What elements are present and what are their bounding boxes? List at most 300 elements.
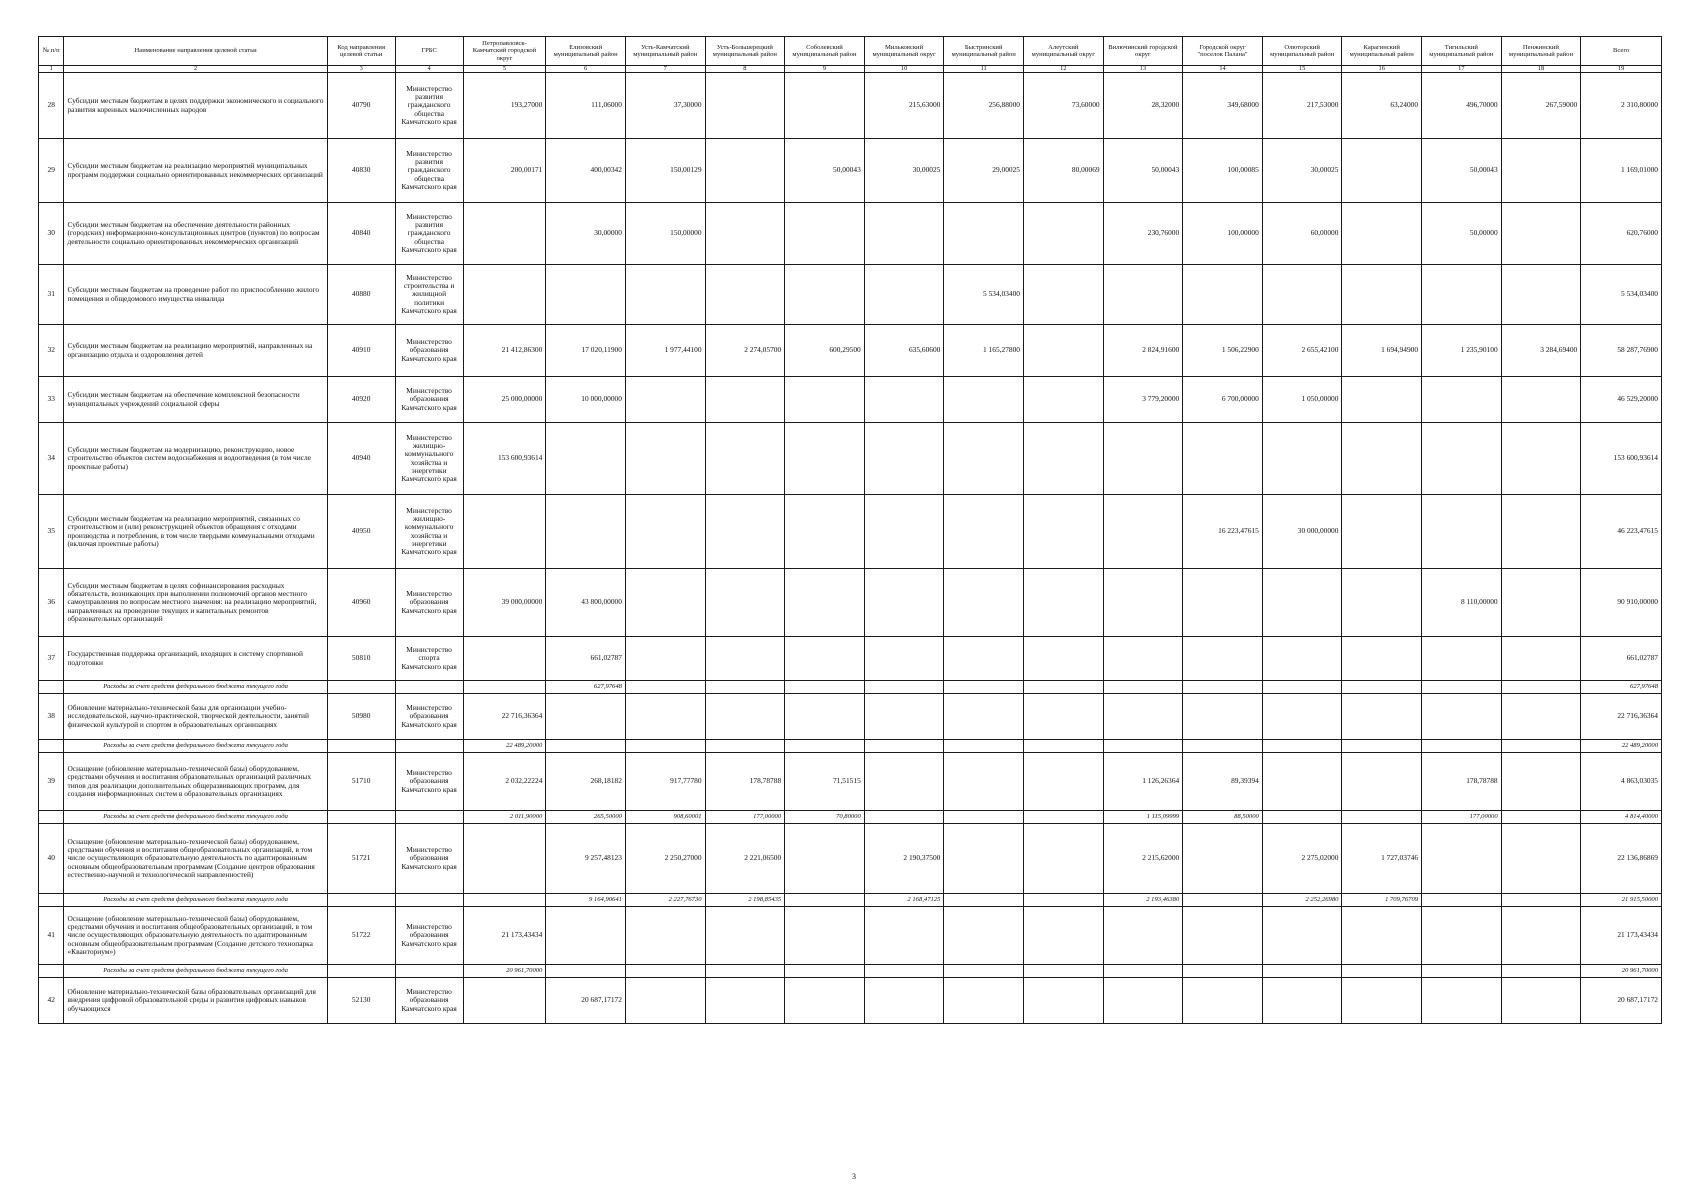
value-cell: 22 716,36364 (463, 694, 546, 740)
value-cell (944, 978, 1024, 1024)
federal-funds-row (39, 965, 1662, 978)
table-row (39, 73, 1662, 139)
value-cell (1023, 907, 1103, 965)
value-cell: 1 126,26364 (1103, 753, 1183, 811)
value-cell (1023, 423, 1103, 495)
header-cell: Всего (1581, 37, 1662, 66)
value-cell (1422, 740, 1502, 753)
header-cell: ГРБС (395, 37, 463, 66)
expense-name: Субсидии местным бюджетам на обеспечение комплексной безопасности муниципальных учреждений социальной сферы (64, 377, 327, 423)
budget-table (38, 36, 1662, 1024)
value-cell (864, 495, 944, 569)
value-cell (1342, 740, 1422, 753)
value-cell (546, 907, 626, 965)
value-cell (705, 377, 785, 423)
value-cell (546, 495, 626, 569)
value-cell: 50,00043 (1103, 139, 1183, 203)
value-cell (463, 203, 546, 265)
header-row (39, 37, 1662, 66)
value-cell: 111,06000 (546, 73, 626, 139)
value-cell: 2 274,05700 (705, 325, 785, 377)
grbs-name (395, 965, 463, 978)
target-code: 51710 (327, 753, 395, 811)
value-cell: 2 032,22224 (463, 753, 546, 811)
row-number: 33 (39, 377, 64, 423)
value-cell (1023, 265, 1103, 325)
column-number: 16 (1342, 66, 1422, 73)
value-cell: 1 694,94900 (1342, 325, 1422, 377)
value-cell (1183, 694, 1263, 740)
target-code (327, 811, 395, 824)
total-cell: 4 814,40000 (1581, 811, 1662, 824)
value-cell (944, 740, 1024, 753)
column-number: 2 (64, 66, 327, 73)
value-cell: 217,53000 (1262, 73, 1342, 139)
target-code (327, 894, 395, 907)
value-cell: 2 198,85435 (705, 894, 785, 907)
header-cell: Соболевский муниципальный район (785, 37, 865, 66)
header-cell: Алеутский муниципальный округ (1023, 37, 1103, 66)
target-code (327, 965, 395, 978)
value-cell: 215,63000 (864, 73, 944, 139)
value-cell: 89,39394 (1183, 753, 1263, 811)
grbs-name: Министерство строительства и жилищной политики Камчатского края (395, 265, 463, 325)
value-cell (1183, 637, 1263, 681)
value-cell (785, 637, 865, 681)
column-number: 17 (1422, 66, 1502, 73)
value-cell (463, 978, 546, 1024)
value-cell (944, 203, 1024, 265)
value-cell (1262, 978, 1342, 1024)
target-code: 40830 (327, 139, 395, 203)
value-cell (463, 495, 546, 569)
header-cell: Елизовский муниципальный район (546, 37, 626, 66)
header-cell: Карагинский муниципальный район (1342, 37, 1422, 66)
target-code: 40940 (327, 423, 395, 495)
value-cell (864, 637, 944, 681)
header-cell: Наименование направления целевой статьи (64, 37, 327, 66)
budget-sheet (38, 36, 1662, 1024)
value-cell: 1 235,90100 (1422, 325, 1502, 377)
value-cell: 70,80000 (785, 811, 865, 824)
value-cell (944, 377, 1024, 423)
value-cell (1342, 907, 1422, 965)
value-cell (1262, 965, 1342, 978)
value-cell (1262, 694, 1342, 740)
value-cell: 2 193,46380 (1103, 894, 1183, 907)
column-number: 19 (1581, 66, 1662, 73)
table-row (39, 978, 1662, 1024)
row-number: 30 (39, 203, 64, 265)
target-code: 50980 (327, 694, 395, 740)
value-cell (944, 423, 1024, 495)
value-cell (944, 965, 1024, 978)
total-cell: 22 716,36364 (1581, 694, 1662, 740)
value-cell (785, 73, 865, 139)
column-number: 6 (546, 66, 626, 73)
target-code: 40950 (327, 495, 395, 569)
row-number: 41 (39, 907, 64, 965)
value-cell (1342, 377, 1422, 423)
value-cell: 2 168,47125 (864, 894, 944, 907)
value-cell: 2 252,26980 (1262, 894, 1342, 907)
row-number: 37 (39, 637, 64, 681)
value-cell (1342, 203, 1422, 265)
value-cell (1103, 740, 1183, 753)
value-cell: 2 250,27000 (625, 824, 705, 894)
value-cell (1103, 965, 1183, 978)
header-cell: Усть-Камчатский муниципальный район (625, 37, 705, 66)
value-cell: 627,97648 (546, 681, 626, 694)
total-cell: 153 600,93614 (1581, 423, 1662, 495)
value-cell (1422, 965, 1502, 978)
value-cell: 50,00043 (1422, 139, 1502, 203)
header-cell: Код направления целевой статьи (327, 37, 395, 66)
value-cell: 73,60000 (1023, 73, 1103, 139)
value-cell (625, 681, 705, 694)
target-code: 40960 (327, 569, 395, 637)
value-cell (1501, 681, 1581, 694)
value-cell (1262, 423, 1342, 495)
value-cell (864, 740, 944, 753)
value-cell (1262, 569, 1342, 637)
value-cell (1023, 569, 1103, 637)
grbs-name: Министерство развития гражданского общества Камчатского края (395, 203, 463, 265)
value-cell: 6 700,00000 (1183, 377, 1263, 423)
value-cell: 5 534,03400 (944, 265, 1024, 325)
row-number: 36 (39, 569, 64, 637)
value-cell (1103, 495, 1183, 569)
target-code: 40880 (327, 265, 395, 325)
value-cell (1023, 637, 1103, 681)
grbs-name: Министерство развития гражданского общества Камчатского края (395, 73, 463, 139)
value-cell (864, 569, 944, 637)
value-cell (1023, 894, 1103, 907)
value-cell (705, 907, 785, 965)
row-number: 40 (39, 824, 64, 894)
value-cell (1262, 811, 1342, 824)
value-cell (705, 495, 785, 569)
expense-name: Расходы за счет средств федерального бюджета текущего года (64, 965, 327, 978)
value-cell (864, 681, 944, 694)
value-cell (625, 423, 705, 495)
column-number: 8 (705, 66, 785, 73)
column-number: 12 (1023, 66, 1103, 73)
row-number: 42 (39, 978, 64, 1024)
value-cell: 1 709,76709 (1342, 894, 1422, 907)
value-cell (546, 694, 626, 740)
expense-name: Субсидии местным бюджетам на реализацию мероприятий муниципальных программ поддержки социально ориентированных некоммерческих организаций (64, 139, 327, 203)
value-cell: 2 011,90000 (463, 811, 546, 824)
value-cell (1183, 681, 1263, 694)
grbs-name: Министерство жилищно-коммунального хозяйства и энергетики Камчатского края (395, 495, 463, 569)
column-number: 5 (463, 66, 546, 73)
value-cell (785, 894, 865, 907)
total-cell: 58 287,76900 (1581, 325, 1662, 377)
value-cell (944, 907, 1024, 965)
value-cell: 60,00000 (1262, 203, 1342, 265)
value-cell: 50,00043 (785, 139, 865, 203)
column-number: 9 (785, 66, 865, 73)
value-cell: 30,00025 (1262, 139, 1342, 203)
value-cell (944, 681, 1024, 694)
value-cell: 153 600,93614 (463, 423, 546, 495)
value-cell (1501, 811, 1581, 824)
table-row (39, 203, 1662, 265)
expense-name: Субсидии местным бюджетам в целях поддержки экономического и социального развития коренных малочисленных народов (64, 73, 327, 139)
value-cell (705, 203, 785, 265)
value-cell (944, 637, 1024, 681)
value-cell: 28,32000 (1103, 73, 1183, 139)
expense-name: Субсидии местным бюджетам на проведение работ по приспособлению жилого помещения и общедомового имущества инвалида (64, 265, 327, 325)
row-number: 28 (39, 73, 64, 139)
column-number: 15 (1262, 66, 1342, 73)
value-cell: 1 977,44100 (625, 325, 705, 377)
value-cell (705, 740, 785, 753)
row-number: 38 (39, 694, 64, 740)
value-cell: 256,88000 (944, 73, 1024, 139)
value-cell: 268,18182 (546, 753, 626, 811)
grbs-name: Министерство жилищно-коммунального хозяйства и энергетики Камчатского края (395, 423, 463, 495)
value-cell: 30 000,00000 (1262, 495, 1342, 569)
value-cell (625, 694, 705, 740)
value-cell: 2 275,02000 (1262, 824, 1342, 894)
value-cell: 177,00000 (1422, 811, 1502, 824)
grbs-name: Министерство образования Камчатского края (395, 824, 463, 894)
value-cell: 400,00342 (546, 139, 626, 203)
header-cell: Мильковский муниципальный округ (864, 37, 944, 66)
value-cell (1342, 965, 1422, 978)
value-cell: 661,02787 (546, 637, 626, 681)
value-cell (864, 203, 944, 265)
value-cell: 908,60001 (625, 811, 705, 824)
expense-name: Обновление материально-технической базы образовательных организаций для внедрения цифровой образовательной среды и развития цифровых навыков обучающихся (64, 978, 327, 1024)
table-row (39, 753, 1662, 811)
value-cell (1103, 423, 1183, 495)
target-code (327, 681, 395, 694)
value-cell (1183, 569, 1263, 637)
value-cell (785, 965, 865, 978)
value-cell: 22 489,20000 (463, 740, 546, 753)
grbs-name (395, 811, 463, 824)
table-row (39, 637, 1662, 681)
value-cell (1103, 978, 1183, 1024)
expense-name: Оснащение (обновление материально-технической базы) оборудованием, средствами обучения и воспитания образовательных организаций различных типов для реализации дополнительных общеразвивающих программ, для создания информационных систем в образовательных организациях (64, 753, 327, 811)
value-cell (463, 265, 546, 325)
expense-name: Субсидии местным бюджетам на реализацию мероприятий, направленных на организацию отдыха и оздоровления детей (64, 325, 327, 377)
table-row (39, 377, 1662, 423)
value-cell (785, 681, 865, 694)
value-cell: 30,00000 (546, 203, 626, 265)
total-cell: 46 529,20000 (1581, 377, 1662, 423)
total-cell: 4 863,03035 (1581, 753, 1662, 811)
value-cell (1501, 265, 1581, 325)
value-cell (1501, 637, 1581, 681)
value-cell (1183, 907, 1263, 965)
value-cell: 1 115,09999 (1103, 811, 1183, 824)
value-cell (1422, 377, 1502, 423)
expense-name: Оснащение (обновление материально-технической базы) оборудованием, средствами обучения и воспитания общеобразовательных организаций, в том числе осуществляющих образовательную деятельность по адаптированным основным общеобразовательным программам (Создание центров образования естественно-научной и технологической направленностей) (64, 824, 327, 894)
value-cell (1342, 495, 1422, 569)
value-cell (1422, 694, 1502, 740)
value-cell (944, 753, 1024, 811)
grbs-name: Министерство развития гражданского общества Камчатского края (395, 139, 463, 203)
value-cell (1103, 907, 1183, 965)
value-cell (1501, 694, 1581, 740)
header-cell: Петропавловск-Камчатский городской округ (463, 37, 546, 66)
value-cell (1023, 203, 1103, 265)
expense-name: Государственная поддержка организаций, входящих в систему спортивной подготовки (64, 637, 327, 681)
value-cell (1501, 569, 1581, 637)
value-cell: 20 961,70000 (463, 965, 546, 978)
column-number: 10 (864, 66, 944, 73)
value-cell (785, 569, 865, 637)
value-cell: 8 110,00000 (1422, 569, 1502, 637)
value-cell (1262, 740, 1342, 753)
target-code (327, 740, 395, 753)
value-cell (1501, 894, 1581, 907)
value-cell (1262, 753, 1342, 811)
value-cell (1023, 824, 1103, 894)
value-cell (625, 907, 705, 965)
value-cell (546, 423, 626, 495)
value-cell (785, 495, 865, 569)
value-cell: 1 165,27800 (944, 325, 1024, 377)
grbs-name (395, 740, 463, 753)
header-cell: Пенжинский муниципальный район (1501, 37, 1581, 66)
total-cell: 21 173,43434 (1581, 907, 1662, 965)
value-cell (625, 740, 705, 753)
value-cell (1501, 740, 1581, 753)
table-row (39, 694, 1662, 740)
row-number (39, 894, 64, 907)
total-cell: 661,02787 (1581, 637, 1662, 681)
value-cell (1422, 681, 1502, 694)
value-cell: 2 824,91600 (1103, 325, 1183, 377)
column-number: 1 (39, 66, 64, 73)
row-number: 35 (39, 495, 64, 569)
page-number: 3 (852, 1172, 856, 1181)
value-cell (1501, 495, 1581, 569)
value-cell (1501, 753, 1581, 811)
value-cell: 25 000,00000 (463, 377, 546, 423)
row-number: 29 (39, 139, 64, 203)
value-cell (625, 965, 705, 978)
value-cell (785, 265, 865, 325)
grbs-name: Министерство образования Камчатского края (395, 978, 463, 1024)
row-number (39, 740, 64, 753)
value-cell (1501, 203, 1581, 265)
table-row (39, 325, 1662, 377)
value-cell (864, 423, 944, 495)
header-cell: Тигильский муниципальный район (1422, 37, 1502, 66)
grbs-name (395, 894, 463, 907)
total-cell: 22 136,86869 (1581, 824, 1662, 894)
column-number: 13 (1103, 66, 1183, 73)
value-cell (944, 495, 1024, 569)
value-cell: 230,76000 (1103, 203, 1183, 265)
value-cell (625, 265, 705, 325)
value-cell: 63,24000 (1342, 73, 1422, 139)
value-cell (546, 740, 626, 753)
expense-name: Субсидии местным бюджетам на обеспечение деятельности районных (городских) информационно-консультационных центров (пунктов) по вопросам деятельности социально ориентированных некоммерческих организаций (64, 203, 327, 265)
value-cell (1183, 965, 1263, 978)
value-cell (1103, 681, 1183, 694)
target-code: 40790 (327, 73, 395, 139)
value-cell: 16 223,47615 (1183, 495, 1263, 569)
value-cell (944, 694, 1024, 740)
value-cell (1501, 965, 1581, 978)
value-cell: 1 727,03746 (1342, 824, 1422, 894)
value-cell (864, 811, 944, 824)
table-row (39, 569, 1662, 637)
value-cell: 193,27000 (463, 73, 546, 139)
value-cell: 43 800,00000 (546, 569, 626, 637)
value-cell (785, 203, 865, 265)
value-cell (785, 694, 865, 740)
value-cell (1501, 423, 1581, 495)
table-row (39, 907, 1662, 965)
value-cell (944, 569, 1024, 637)
value-cell (705, 978, 785, 1024)
value-cell (625, 637, 705, 681)
value-cell (1342, 694, 1422, 740)
grbs-name: Министерство спорта Камчатского края (395, 637, 463, 681)
value-cell (705, 637, 785, 681)
value-cell (1023, 495, 1103, 569)
value-cell: 2 227,76730 (625, 894, 705, 907)
value-cell (1342, 265, 1422, 325)
value-cell (1103, 569, 1183, 637)
grbs-name: Министерство образования Камчатского края (395, 907, 463, 965)
value-cell (1262, 681, 1342, 694)
row-number: 34 (39, 423, 64, 495)
federal-funds-row (39, 681, 1662, 694)
value-cell: 21 412,86300 (463, 325, 546, 377)
grbs-name (395, 681, 463, 694)
value-cell: 20 687,17172 (546, 978, 626, 1024)
grbs-name: Министерство образования Камчатского края (395, 694, 463, 740)
value-cell: 21 173,43434 (463, 907, 546, 965)
value-cell: 2 221,06500 (705, 824, 785, 894)
row-number (39, 965, 64, 978)
column-number-row (39, 66, 1662, 73)
value-cell (1422, 978, 1502, 1024)
value-cell (944, 824, 1024, 894)
value-cell (1422, 423, 1502, 495)
value-cell (1501, 824, 1581, 894)
total-cell: 20 687,17172 (1581, 978, 1662, 1024)
table-row (39, 495, 1662, 569)
expense-name: Расходы за счет средств федерального бюджета текущего года (64, 681, 327, 694)
target-code: 40840 (327, 203, 395, 265)
value-cell (1422, 265, 1502, 325)
value-cell (625, 377, 705, 423)
value-cell (546, 265, 626, 325)
value-cell (705, 73, 785, 139)
federal-funds-row (39, 740, 1662, 753)
value-cell: 9 164,90641 (546, 894, 626, 907)
value-cell (705, 965, 785, 978)
value-cell: 88,50000 (1183, 811, 1263, 824)
table-row (39, 265, 1662, 325)
value-cell: 37,30000 (625, 73, 705, 139)
value-cell: 1 506,22900 (1183, 325, 1263, 377)
value-cell (1103, 265, 1183, 325)
value-cell (864, 694, 944, 740)
value-cell: 39 000,00000 (463, 569, 546, 637)
value-cell (785, 740, 865, 753)
